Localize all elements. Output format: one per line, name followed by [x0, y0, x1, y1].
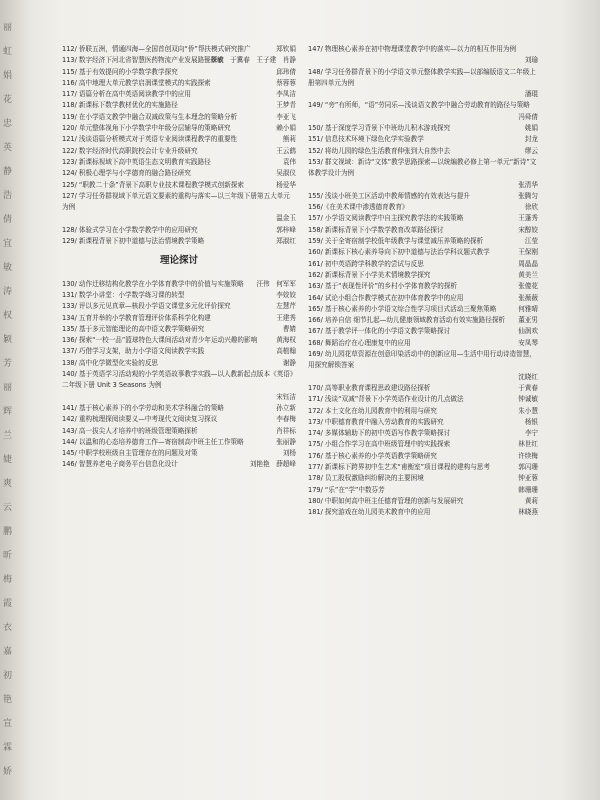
- margin-char: 浩: [3, 191, 13, 201]
- entry-author: 王蓬秀: [518, 214, 538, 223]
- toc-entry: [62, 448, 296, 459]
- toc-entry: [308, 225, 538, 236]
- entry-title: 153/ 群文视域：新诗“文体”教学思路探索—以统编教必修上第一单元“新诗”文体教学设计为例: [308, 157, 537, 178]
- entry-title: 147/ 物理核心素养在初中物理课堂教学中的落实—以力的相互作用为例: [308, 45, 517, 53]
- entry-title: 136/ 探索“一校一品”篮球特色大课间活动对青少年运动兴趣的影响: [62, 336, 258, 345]
- entry-title: 159/ 关于全寄宿制学校低年级教学与课堂减压养策略的探析: [308, 237, 484, 246]
- entry-author: 姚娟: [524, 124, 538, 133]
- entry-author: 张清华: [518, 180, 538, 189]
- toc-entry: [62, 157, 296, 168]
- margin-char: 宣: [3, 719, 13, 729]
- entry-author: 刘瑜: [524, 56, 538, 65]
- margin-char: 初: [3, 671, 13, 681]
- entry-title: 128/ 体验式学习在小学数学教学中的应用研究: [62, 225, 198, 234]
- margin-char: 霖: [3, 743, 13, 753]
- entry-author: 许续梅: [518, 451, 538, 460]
- toc-entry: [62, 279, 296, 290]
- margin-char: 丽: [3, 383, 13, 393]
- entry-author: 周晶晶: [518, 259, 538, 268]
- left-top-entries: [62, 44, 296, 247]
- entry-title: 178/ 员工股权激励纠纷解决的主要困境: [308, 474, 424, 483]
- entry-author: 刘杨: [282, 449, 296, 458]
- left-column: [62, 44, 296, 471]
- toc-entry: [62, 437, 296, 448]
- toc-entry: [62, 324, 296, 335]
- toc-entry: [62, 123, 296, 134]
- entry-author: 安凤琴: [518, 338, 538, 347]
- entry-author: 钟诚敏: [518, 395, 538, 404]
- margin-char: 英: [3, 143, 13, 153]
- entry-author: 沈晓红: [518, 372, 538, 381]
- entry-author: 韩珊珊: [518, 485, 538, 494]
- entry-title: 145/ 中职学校班级自主管理存在的问题及对策: [62, 449, 198, 458]
- margin-char: 宜: [3, 239, 13, 249]
- margin-char: 颖: [3, 335, 13, 345]
- toc-entry: [62, 146, 296, 157]
- entry-title: 124/ 积极心理学与小学德育的融合路径研究: [62, 169, 191, 178]
- toc-entry: [308, 451, 538, 462]
- toc-entry: [308, 485, 538, 496]
- toc-entry: [308, 507, 538, 518]
- margin-char: 忠: [3, 119, 13, 129]
- entry-author: 蔡蓉蓉: [276, 78, 296, 87]
- margin-char: 涛: [3, 287, 13, 297]
- toc-entry: [62, 55, 296, 66]
- entry-author: 左慧芹: [276, 302, 296, 311]
- entry-author: 吴淑仪: [276, 169, 296, 178]
- entry-author: 徐欣: [524, 203, 538, 212]
- entry-author: 王梦青: [276, 101, 296, 110]
- entry-title: 141/ 基于核心素养下的小学劳动和美术学科融合的策略: [62, 403, 224, 412]
- entry-title: 177/ 新课标下跨界初中生艺术“甫衡室”项目课程的建构与思考: [308, 462, 490, 471]
- entry-author: 李姣姣: [276, 290, 296, 299]
- entry-title: 113/ 数字经济下河北省智慧医药物流产业发展路径探索: [62, 56, 224, 65]
- entry-author: 张傻花: [518, 282, 538, 291]
- entry-title: 117/ 语篇分析在高中英语阅读教学中的应用: [62, 90, 191, 99]
- entry-title: 112/ 侨联五洲，情通四海—全国首创双向“侨”帮扶模式研究推广: [62, 45, 251, 53]
- margin-char: 兰: [3, 431, 13, 441]
- entry-author: 李春梅: [276, 415, 296, 424]
- entry-author: 宋醇姣: [518, 225, 538, 234]
- entry-title: 148/ 学习任务群背景下的小学语文单元整体教学实践—以部编版语文二年级上册第四单元为例: [308, 67, 536, 87]
- toc-entry: [62, 236, 296, 247]
- toc-entry: [308, 293, 538, 304]
- entry-author: 封龙: [524, 135, 538, 144]
- entry-title: 122/ 数字经济时代高职院校会计专业升级研究: [62, 146, 198, 155]
- toc-entry: [62, 426, 296, 437]
- entry-title: 166/ 培养自信 细节扎起—幼儿健康领域教育活动有效实施路径探析: [308, 316, 506, 325]
- entry-title: 130/ 动作迁移结构化教学在小学体育教学中的价值与实施策略: [62, 279, 244, 288]
- margin-char: 衣: [3, 623, 13, 633]
- entry-title: 151/ 信息技术环境下绿色化学实验教学: [308, 135, 424, 144]
- margin-char: 鹏: [3, 527, 13, 537]
- entry-author: 孙立新: [276, 403, 296, 412]
- entry-title: 119/ 在小学语文教学中融合双减政策与生本理念的策略分析: [62, 112, 238, 121]
- margin-char: 爽: [3, 479, 13, 489]
- entry-title: 127/ 学习任务群视域下单元语文要素的重构与落实—以三年级下册第五大单元为例: [62, 191, 290, 212]
- entry-title: 164/ 试论小组合作教学模式在初中体育教学中的应用: [308, 293, 464, 302]
- toc-entry: [308, 236, 538, 247]
- entry-author: 钟亚蓉: [518, 474, 538, 483]
- toc-entry: [62, 358, 296, 369]
- toc-entry: [308, 417, 538, 428]
- entry-title: 138/ 高中化学微型化实验的反思: [62, 358, 159, 367]
- toc-entry: [308, 406, 538, 417]
- toc-entry: [308, 191, 538, 202]
- entry-title: 161/ 初中英语跨学科教学的尝试与反思: [308, 259, 424, 268]
- toc-entry: [308, 44, 538, 67]
- entry-author: 郑淑红: [276, 237, 296, 246]
- entry-author: 李凤洁: [276, 90, 296, 99]
- toc-entry: [62, 335, 296, 346]
- entry-title: 173/ 中职德育教育中融入劳动教育的实践研究: [308, 417, 444, 426]
- entry-author: 汪伟 何军军: [256, 279, 296, 288]
- margin-char: 娟: [3, 71, 13, 81]
- entry-author: 王云鹤: [276, 146, 296, 155]
- entry-author: 杨爱华: [276, 180, 296, 189]
- entry-author: 缪云: [524, 146, 538, 155]
- entry-author: 于黄春: [518, 383, 538, 392]
- entry-author: 仙润欢: [518, 327, 538, 336]
- entry-title: 179/ “乐”在“学”中数芬芳: [308, 485, 385, 494]
- entry-author: 曹婧: [282, 324, 296, 333]
- entry-title: 140/ 基于英语学习活动观的小学英语故事教学实践—以人教新起点版本《英语》二年级下册 Unit 3 Seasons 为例: [62, 370, 294, 390]
- entry-author: 黄美兰: [518, 270, 538, 279]
- toc-entry: [62, 168, 296, 179]
- toc-entry: [62, 100, 296, 111]
- margin-char: 霞: [3, 599, 13, 609]
- entry-title: 158/ 新课标背景下小学数学教育改革路径探讨: [308, 225, 444, 234]
- entry-author: 何雅晴: [518, 304, 538, 313]
- entry-title: 165/ 基于核心素养的小学语文综合性学习项目式活动三聚焦策略: [308, 304, 497, 313]
- entry-title: 180/ 中职如何高中班主任德育管理的创新与发展研究: [308, 496, 464, 505]
- entry-title: 135/ 基于多元智能理论的高中语文教学策略研究: [62, 324, 205, 333]
- entry-title: 116/ 高中地理大单元教学启润课堂模式的实践探索: [62, 78, 211, 87]
- entry-author: 肖祥标: [276, 426, 296, 435]
- entry-title: 174/ 多媒体辅助下的初中英语写作教学策略探讨: [308, 429, 451, 438]
- entry-author: 王建秀: [276, 313, 296, 322]
- toc-entry: [62, 67, 296, 78]
- entry-author: 郑钦娟: [276, 45, 296, 53]
- toc-entry: [62, 369, 296, 403]
- entry-author: 林晓燕: [518, 508, 538, 517]
- toc-entry: [308, 281, 538, 292]
- entry-author: 赖小娟: [276, 124, 296, 133]
- toc-entry: [62, 290, 296, 301]
- entry-title: 143/ 高一拔尖人才培养中的班级管理策略探析: [62, 426, 198, 435]
- toc-entry: [308, 496, 538, 507]
- margin-char: 倩: [3, 215, 13, 225]
- entry-author: 张薇薇: [518, 293, 538, 302]
- margin-char: 静: [3, 167, 13, 177]
- entry-title: 129/ 新课程背景下初中道德与法治情境教学策略: [62, 237, 205, 246]
- toc-entry: [308, 259, 538, 270]
- entry-author: 李亚飞: [276, 112, 296, 121]
- margin-char: 云: [3, 503, 13, 513]
- toc-entry: [62, 134, 296, 145]
- entry-title: 163/ 基于“表现性评价”的乡村小学体育教学的探析: [308, 282, 458, 291]
- entry-author: 袁伟: [282, 157, 296, 166]
- toc-entry: [308, 100, 538, 123]
- entry-title: 120/ 单元整体视角下小学数学中年级分层辅导的策略研究: [62, 124, 231, 133]
- entry-title: 133/ 评以多元见真章—核段小学语文课堂多元化评价探究: [62, 302, 231, 311]
- entry-title: 142/ 重构梳理探阅读要义—中考现代文阅读复习探议: [62, 415, 218, 424]
- entry-author: 高植翰: [276, 347, 296, 356]
- entry-author: 邱玮倩: [276, 67, 296, 76]
- toc-entry: [308, 315, 538, 326]
- entry-author: 谢静: [282, 358, 296, 367]
- entry-author: 林世红: [518, 440, 538, 449]
- entry-author: 朱小慧: [518, 406, 538, 415]
- entry-title: 137/ 巧借学习支架，助力小学语文阅读教学实践: [62, 347, 205, 356]
- entry-title: 170/ 高等职业教育课程思政建设路径探析: [308, 383, 431, 392]
- previous-page-margin: [0, 20, 22, 790]
- entry-title: 146/ 智慧养老电子商务平台信息化设计: [62, 460, 178, 469]
- toc-entry: [62, 414, 296, 425]
- margin-char: 娇: [3, 767, 13, 777]
- right-column: [308, 44, 538, 518]
- toc-entry: [62, 459, 296, 470]
- entry-author: 黄莉: [524, 496, 538, 505]
- margin-char: 花: [3, 95, 13, 105]
- entry-title: 123/ 新课标视域下高中英语生态文明教育实践路径: [62, 157, 211, 166]
- entry-title: 181/ 探究游戏在幼儿园美术教育中的应用: [308, 508, 431, 517]
- entry-author: 温金玉: [276, 214, 296, 223]
- entry-title: 144/ 以温和的心态培养德育工作—寄宿制高中班主任工作策略: [62, 437, 244, 446]
- entry-author: 黄海权: [276, 336, 296, 345]
- margin-char: 嘉: [3, 647, 13, 657]
- entry-author: 熊莉: [282, 135, 296, 144]
- entry-title: 167/ 基于教学评一体化的小学语文教学策略探讨: [308, 327, 451, 336]
- entry-title: 160/ 新课标下核心素养导向下初中道德与法治学科议题式教学: [308, 248, 490, 257]
- entry-title: 168/ 舞蹈治疗在心理康复中的应用: [308, 338, 411, 347]
- entry-title: 172/ 本土文化在幼儿园教育中的利用与研究: [308, 406, 437, 415]
- toc-entry: [308, 326, 538, 337]
- entry-title: 155/ 浅谈小班美工区活动中教师情感的有效表达与提升: [308, 191, 470, 200]
- toc-entry: [308, 383, 538, 394]
- entry-author: 杨银: [524, 417, 538, 426]
- entry-title: 169/ 幼儿园花草资源在创意印染活动中的创新应用—生活中用行动诗造智慧，用探究解锁答案: [308, 350, 536, 370]
- margin-char: 权: [3, 311, 13, 321]
- toc-entry: [62, 89, 296, 100]
- toc-entry: [308, 428, 538, 439]
- toc-entry: [308, 67, 538, 101]
- entry-title: 157/ 小学语文阅读教学中自主探究教学法的实践策略: [308, 214, 464, 223]
- margin-char: 辉: [3, 407, 13, 417]
- toc-entry: [308, 439, 538, 450]
- toc-entry: [62, 78, 296, 89]
- entry-author: 王翠敏 于冀春 王子建 肖静: [203, 56, 296, 65]
- entry-author: 李宁: [524, 429, 538, 438]
- margin-char: 虹: [3, 47, 13, 57]
- entry-title: 118/ 新课标下数学教材优化的实施路径: [62, 101, 178, 110]
- entry-author: 潘琨: [524, 90, 538, 99]
- section-title: 理论探讨: [159, 255, 198, 267]
- toc-entry: [62, 403, 296, 414]
- toc-entry: [62, 44, 296, 55]
- entry-title: 125/ “职教二十条”背景下高职专业技术课程教学模式创新探索: [62, 180, 244, 189]
- entry-title: 152/ 将幼儿园的绿色生活教育伸张到大自然中去: [308, 146, 451, 155]
- toc-entry: [308, 473, 538, 484]
- toc-entry: [308, 462, 538, 473]
- entry-title: 134/ 五育并举的小学教育管理评价体系科学化构建: [62, 313, 211, 322]
- entry-title: 121/ 浅谈语篇分析模式对于英语专业阅读课程教学的重要性: [62, 135, 238, 144]
- toc-entry: [62, 191, 296, 225]
- entry-title: 175/ 小组合作学习在高中班级管理中的实践探索: [308, 440, 451, 449]
- entry-author: 张腾匀: [518, 191, 538, 200]
- entry-title: 150/ 基于深度学习背景下中班幼儿积木游戏探究: [308, 124, 451, 133]
- toc-entry: [308, 304, 538, 315]
- entry-title: 115/ 基于有效提问的小学数学教学探究: [62, 67, 178, 76]
- entry-title: 171/ 浅谈“双减”背景下小学英语作业设计的几点做法: [308, 395, 464, 404]
- entry-author: 宋钰洁: [276, 392, 296, 401]
- toc-entry: [308, 394, 538, 405]
- entry-author: 郭梓峰: [276, 225, 296, 234]
- entry-title: 156/《在美术课中渗透德育教育》: [308, 203, 409, 212]
- toc-entry: [62, 313, 296, 324]
- toc-entry: [308, 202, 538, 213]
- toc-entry: [308, 157, 538, 191]
- toc-entry: [308, 134, 538, 145]
- margin-char: 丽: [3, 23, 13, 33]
- toc-entry: [308, 213, 538, 224]
- entry-author: 郭闪珊: [518, 462, 538, 471]
- toc-entry: [62, 225, 296, 236]
- toc-entry: [308, 270, 538, 281]
- toc-entry: [308, 338, 538, 349]
- toc-entry: [62, 180, 296, 191]
- entry-author: 王保刚: [518, 248, 538, 257]
- toc-entry: [62, 112, 296, 123]
- margin-char: 艳: [3, 695, 13, 705]
- entry-title: 131/ 数学小讲堂：小学数学练习课的转型: [62, 290, 185, 299]
- entry-author: 冯舜倩: [518, 112, 538, 121]
- entry-title: 149/ “旁”有所师，“语”劳同乐—浅谈语文教学中融合劳动教育的路径与策略: [308, 101, 530, 110]
- margin-char: 梅: [3, 575, 13, 585]
- toc-entry: [308, 123, 538, 134]
- left-bottom-entries: [62, 279, 296, 471]
- toc-entry: [308, 146, 538, 157]
- entry-title: 162/ 新课标背景下小学美术情境教学探究: [308, 270, 431, 279]
- toc-entry: [62, 346, 296, 357]
- entry-author: 江莹: [524, 237, 538, 246]
- margin-char: 昕: [3, 551, 13, 561]
- margin-char: 敏: [3, 263, 13, 273]
- toc-entry: [308, 247, 538, 258]
- entry-author: 董亚男: [518, 316, 538, 325]
- toc-entry: [308, 349, 538, 383]
- entry-title: 176/ 基于核心素养的小学英语教学策略研究: [308, 451, 437, 460]
- toc-entry: [62, 301, 296, 312]
- margin-char: 芳: [3, 359, 13, 369]
- margin-char: 婕: [3, 455, 13, 465]
- entry-author: 刘艳艳 薛超峰: [249, 460, 296, 469]
- entry-author: 张丽静: [276, 437, 296, 446]
